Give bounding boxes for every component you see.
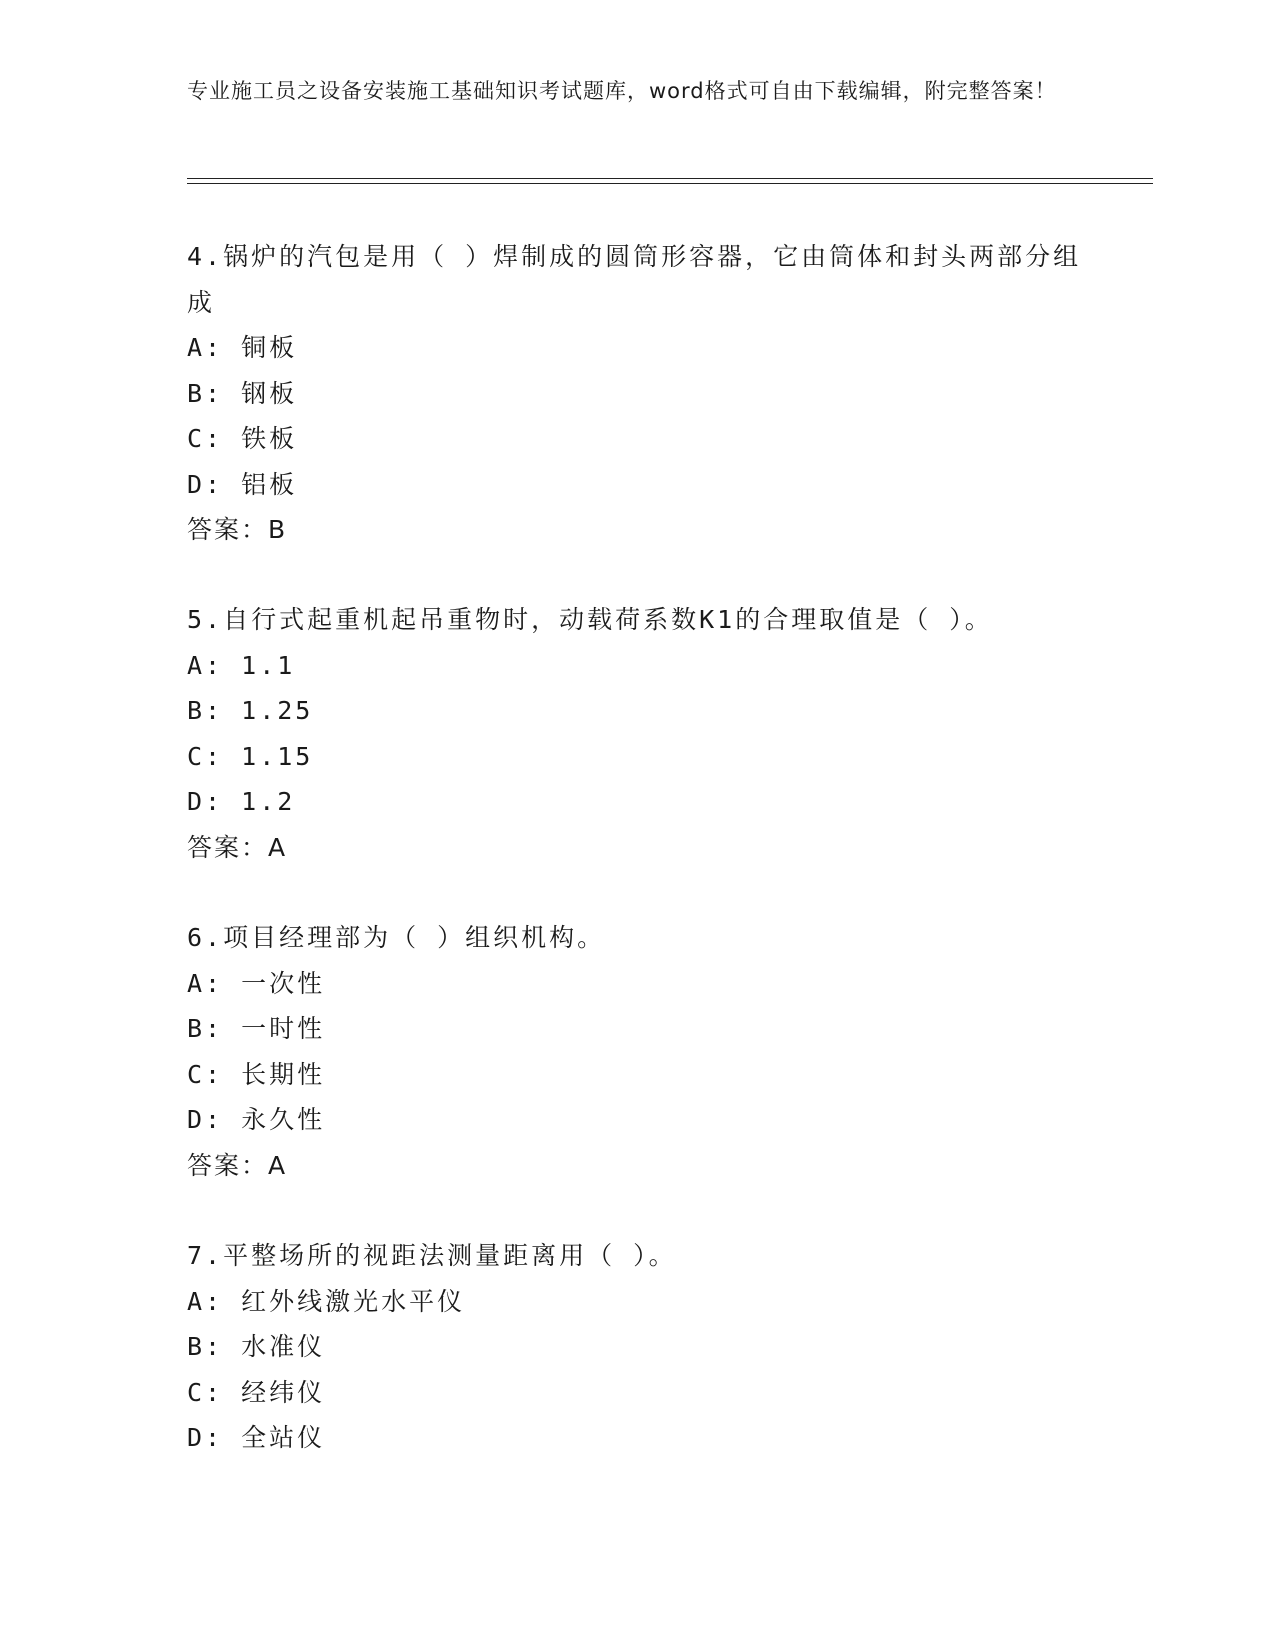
option-a: A: 1.1 [187,650,296,680]
option-a: A: 一次性 [187,968,326,998]
question-stem: 5.自行式起重机起吊重物时，动载荷系数K1的合理取值是（ ）。 [187,605,993,634]
option-a: A: 铜板 [187,333,298,362]
question-4 [187,234,1087,553]
question-stem: 4.锅炉的汽包是用（ ）焊制成的圆筒形容器，它由筒体和封头两部分组成 [187,242,1082,317]
option-c: C: 1.15 [187,741,314,771]
header-divider-bottom [187,183,1153,184]
option-b: B: 1.25 [187,696,314,725]
option-d: D: 永久性 [187,1105,326,1134]
answer-line: 答案：A [187,1150,288,1180]
option-b: B: 一时性 [187,1014,326,1043]
option-c: C: 铁板 [187,424,298,453]
option-d: D: 1.2 [187,787,296,816]
header-divider-top [187,178,1153,179]
option-a: A: 红外线激光水平仪 [187,1286,466,1316]
option-b: B: 钢板 [187,378,298,408]
question-5 [187,597,1087,870]
option-c: C: 经纬仪 [187,1377,326,1407]
option-c: C: 长期性 [187,1059,326,1089]
option-d: D: 全站仪 [187,1423,326,1452]
question-stem: 7.平整场所的视距法测量距离用（ ）。 [187,1241,677,1270]
answer-line: 答案：A [187,832,288,862]
option-b: B: 水准仪 [187,1332,326,1361]
question-6 [187,915,1087,1188]
answer-line: 答案：B [187,515,288,544]
option-d: D: 铝板 [187,469,298,499]
question-7 [187,1233,1087,1461]
question-stem: 6.项目经理部为（ ）组织机构。 [187,923,606,952]
document-header: 专业施工员之设备安装施工基础知识考试题库，word格式可自由下载编辑，附完整答案！ [187,79,1057,103]
